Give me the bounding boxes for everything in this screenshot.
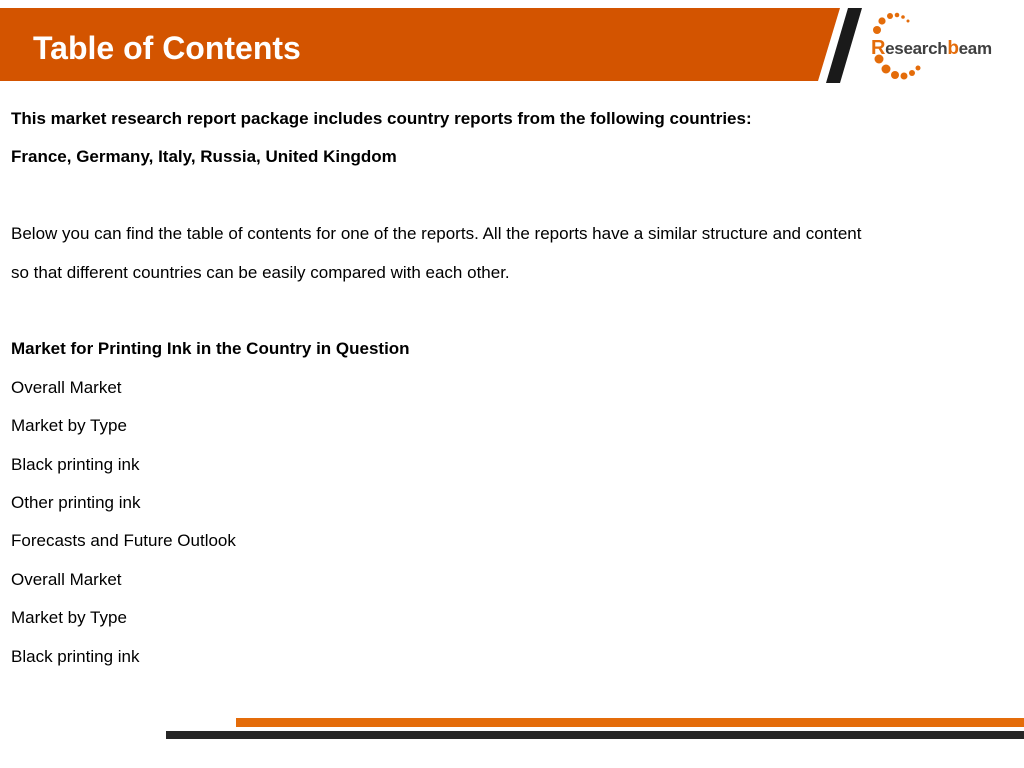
toc-item: Black printing ink (11, 454, 140, 474)
countries-list: France, Germany, Italy, Russia, United Kingdom (11, 147, 397, 167)
spacer (11, 292, 1016, 330)
content-body (11, 100, 1016, 676)
researchbeam-logo (866, 10, 1011, 88)
toc-item: Market by Type (11, 416, 127, 436)
footer-orange-bar (236, 718, 1024, 727)
footer-dark-bar (166, 731, 1024, 739)
toc-item: Overall Market (11, 569, 122, 589)
toc-item: Market by Type (11, 608, 127, 628)
toc-heading: Market for Printing Ink in the Country in Question (11, 339, 410, 359)
toc-item: Forecasts and Future Outlook (11, 531, 236, 551)
logo-wordmark: Researchbeam (871, 37, 992, 59)
toc-item: Overall Market (11, 377, 122, 397)
description-line-1: Below you can find the table of contents for one of the reports. All the reports have a similar structure and content (11, 224, 862, 244)
spacer (11, 177, 1016, 215)
toc-item: Other printing ink (11, 493, 141, 513)
page-title: Table of Contents (33, 30, 301, 66)
intro-text: This market research report package includes country reports from the following countries: (11, 109, 752, 128)
toc-item: Black printing ink (11, 646, 140, 666)
description-line-2: so that different countries can be easily compared with each other. (11, 262, 510, 282)
